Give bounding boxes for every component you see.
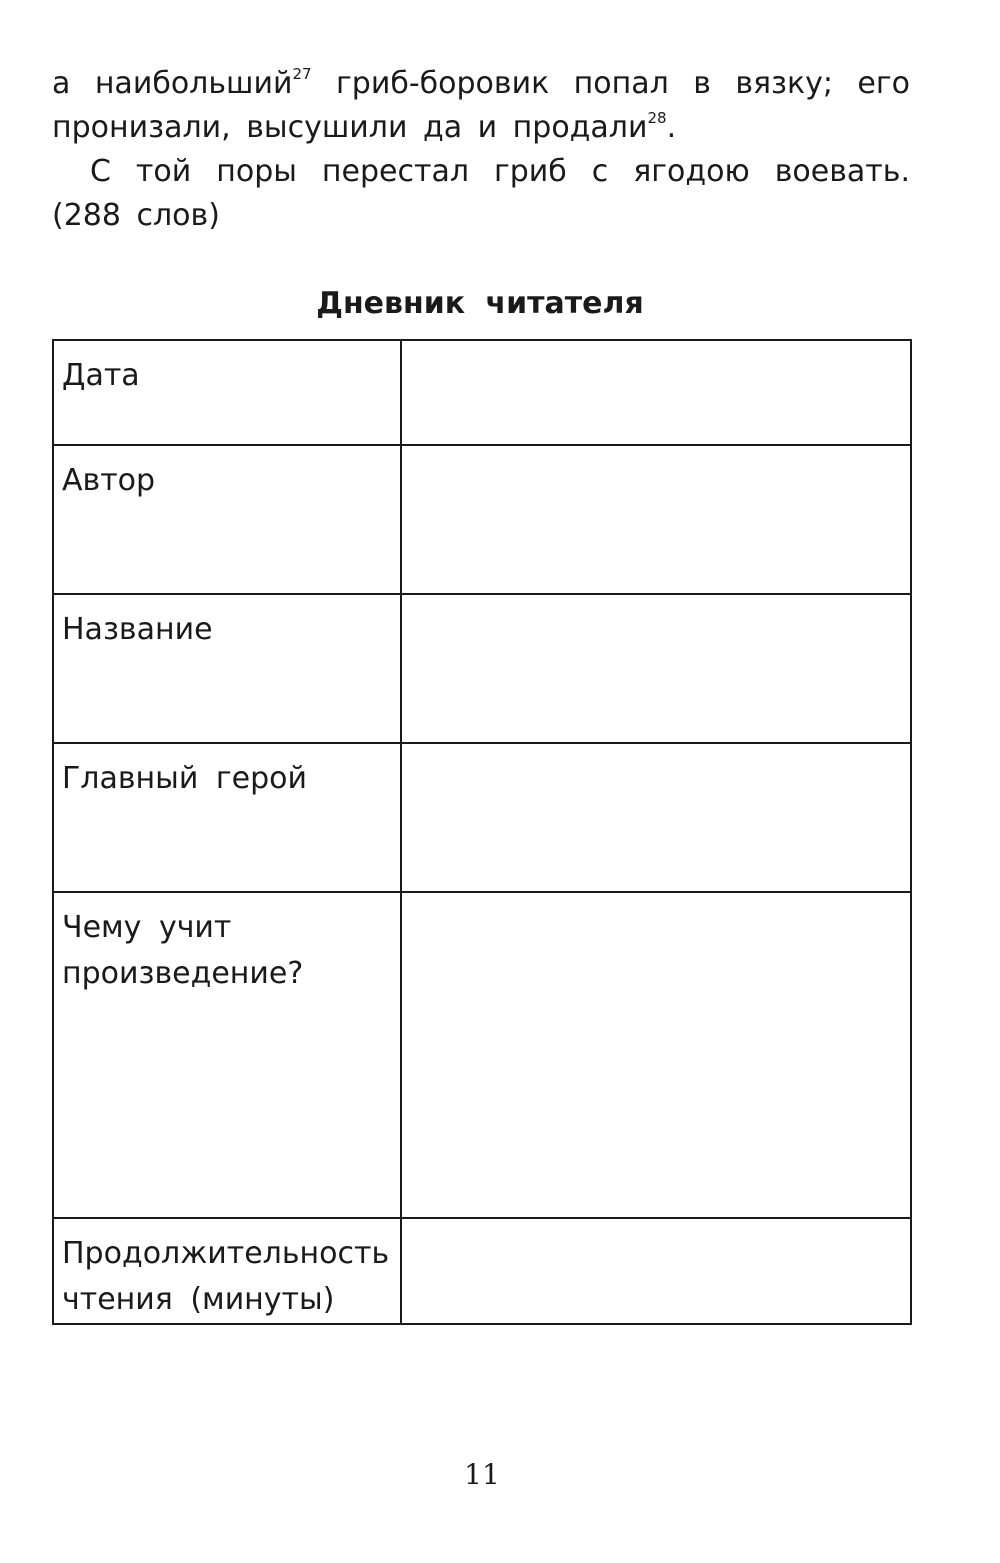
diary-row-title [53,594,911,743]
diary-field-main-hero[interactable] [401,743,911,892]
word-count: (288 слов) [52,198,220,233]
diary-field-date[interactable] [401,340,911,445]
diary-row-reading-time [53,1218,911,1324]
page-number: 11 [464,1458,500,1491]
diary-field-reading-time[interactable] [401,1218,911,1324]
text-span: гриб-боровик попал в вязку; его [311,66,910,101]
diary-row-author [53,445,911,594]
diary-label-title: Название [53,594,401,743]
diary-row-main-hero [53,743,911,892]
label-line: чтения (минуты) [62,1282,335,1317]
text-line-1 [52,62,910,106]
diary-label-author: Автор [53,445,401,594]
text-line-3: С той поры перестал гриб с ягодою воевать. [90,154,910,189]
text-span: . [666,110,677,145]
diary-field-author[interactable] [401,445,911,594]
story-text-ending [52,62,910,238]
diary-label-date: Дата [53,340,401,445]
diary-label-lesson [53,892,401,1218]
footnote-ref-27: 27 [292,65,312,83]
label-line: Продолжительность [62,1236,390,1271]
diary-row-lesson [53,892,911,1218]
diary-label-reading-time [53,1218,401,1324]
diary-label-main-hero: Главный герой [53,743,401,892]
diary-field-title[interactable] [401,594,911,743]
text-span: а наибольший [52,66,293,101]
diary-title: Дневник читателя [316,286,644,321]
label-line: произведение? [62,956,304,991]
diary-field-lesson[interactable] [401,892,911,1218]
label-line: Чему учит [62,910,232,945]
diary-row-date [53,340,911,445]
footnote-ref-28: 28 [647,109,667,127]
text-line-2 [52,106,910,150]
reader-diary-table [52,339,912,1325]
text-span: пронизали, высушили да и продали [52,110,648,145]
